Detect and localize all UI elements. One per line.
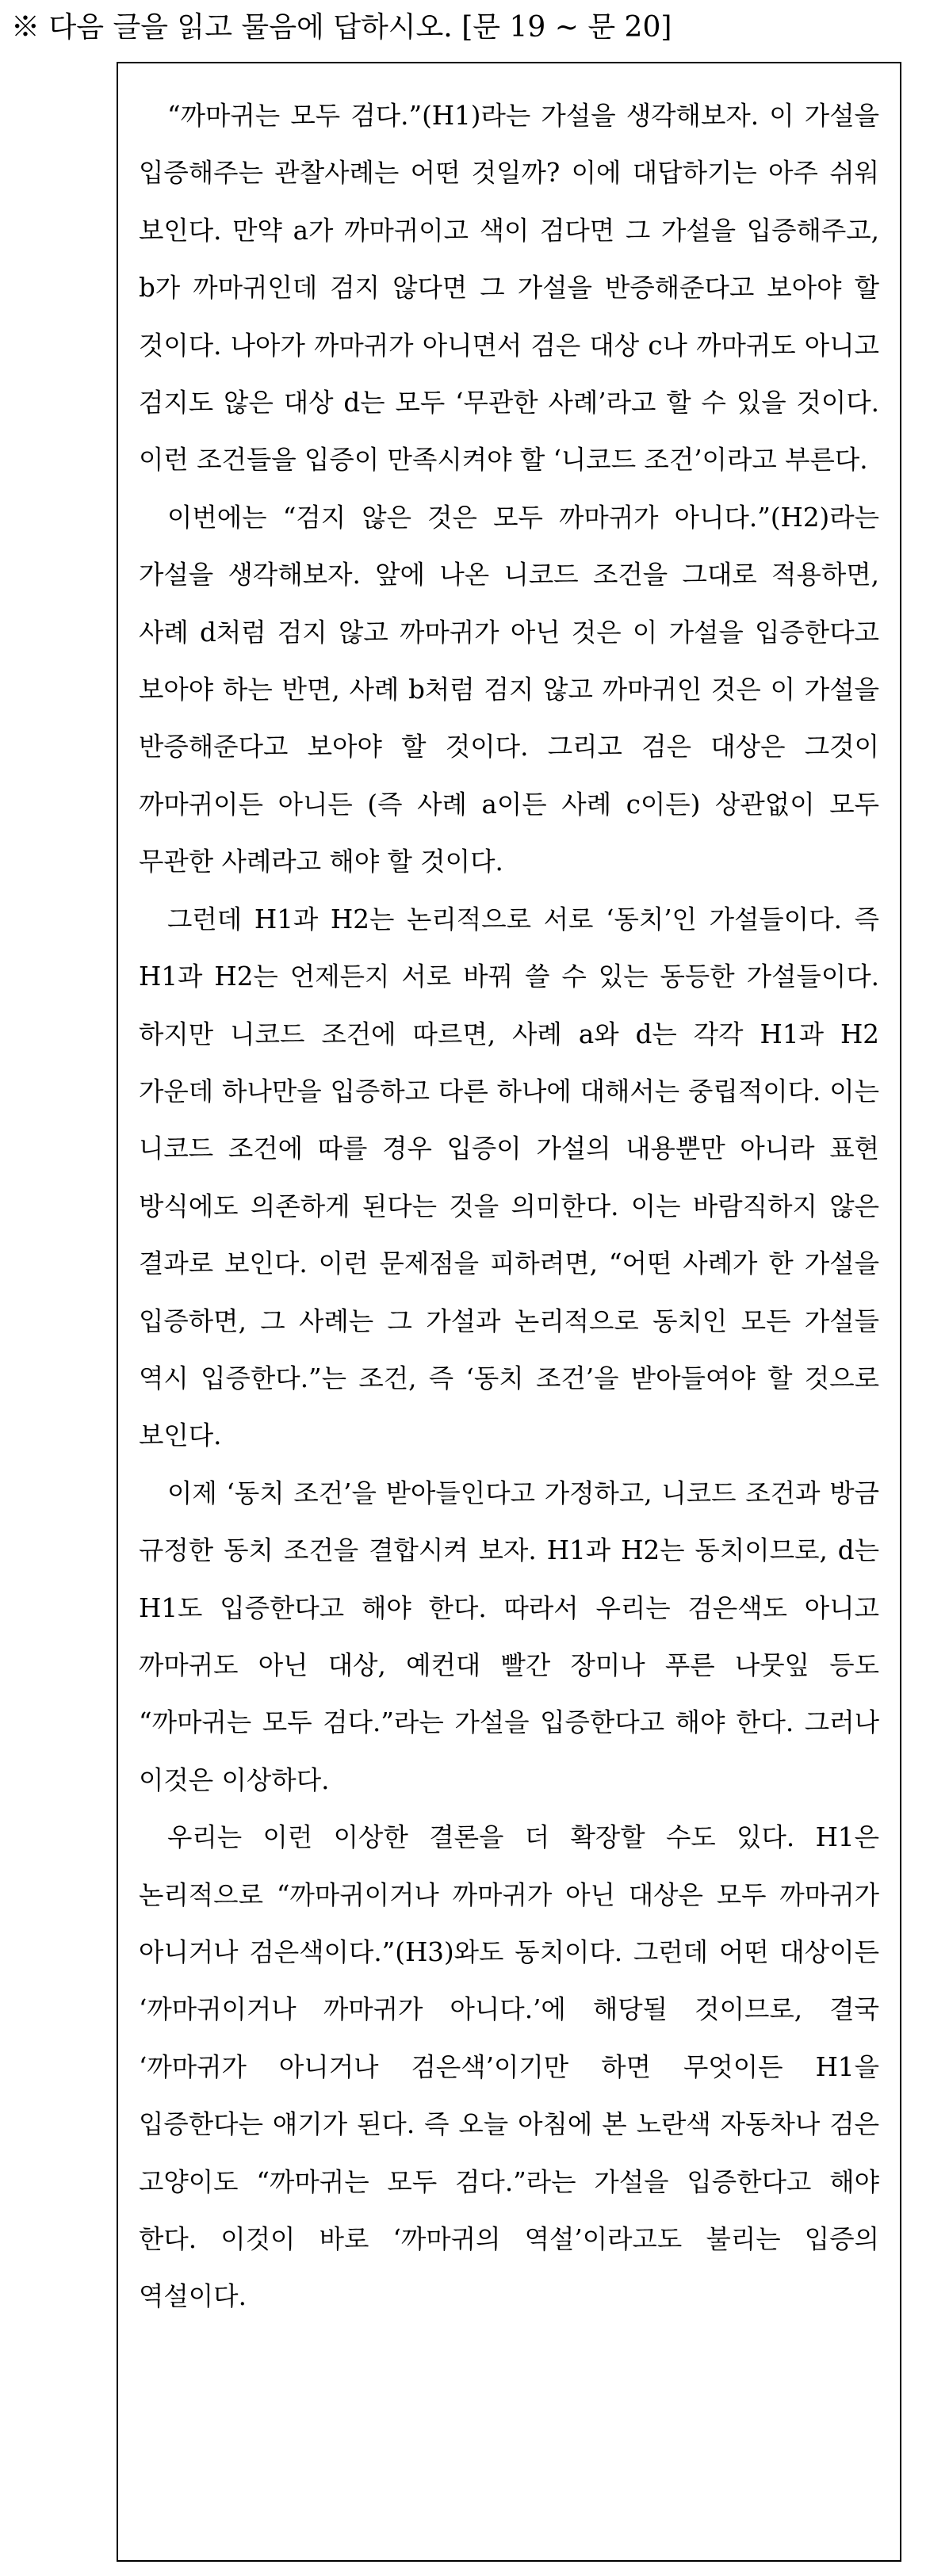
passage-paragraph-2: 이번에는 “검지 않은 것은 모두 까마귀가 아니다.”(H2)라는 가설을 생각해보자. 앞에 나온 니코드 조건을 그대로 적용하면, 사례 d처럼 검지 않고 까마귀가 아닌 것은 이 가설을 입증한다고 보아야 하는 반면, 사례 b처럼 검지 않고 까마귀인 것은 이 가설을 반증해준다고 보아야 할 것이다. 그리고 검은 대상은 그것이 까마귀이든 아니든 (즉 사례 a이든 사례 c이든) 상관없이 모두 무관한 사례라고 해야 할 것이다.: [139, 502, 879, 877]
passage-box: [117, 62, 901, 2562]
passage-paragraph-1: “까마귀는 모두 검다.”(H1)라는 가설을 생각해보자. 이 가설을 입증해주는 관찰사례는 어떤 것일까? 이에 대답하기는 아주 쉬워 보인다. 만약 a가 까마귀이고 색이 검다면 그 가설을 입증해주고, b가 까마귀인데 검지 않다면 그 가설을 반증해준다고 보아야 할 것이다. 나아가 까마귀가 아니면서 검은 대상 c나 까마귀도 아니고 검지도 않은 대상 d는 모두 ‘무관한 사례’라고 할 수 있을 것이다. 이런 조건들을 입증이 만족시켜야 할 ‘니코드 조건’이라고 부른다.: [139, 101, 879, 476]
passage-paragraph-4: 이제 ‘동치 조건’을 받아들인다고 가정하고, 니코드 조건과 방금 규정한 동치 조건을 결합시켜 보자. H1과 H2는 동치이므로, d는 H1도 입증한다고 해야 한다. 따라서 우리는 검은색도 아니고 까마귀도 아닌 대상, 예컨대 빨간 장미나 푸른 나뭇잎 등도 “까마귀는 모두 검다.”라는 가설을 입증한다고 해야 한다. 그러나 이것은 이상하다.: [139, 1477, 879, 1795]
passage-paragraph-5: 우리는 이런 이상한 결론을 더 확장할 수도 있다. H1은 논리적으로 “까마귀이거나 까마귀가 아닌 대상은 모두 까마귀가 아니거나 검은색이다.”(H3)와도 동치이다. 그런데 어떤 대상이든 ‘까마귀이거나 까마귀가 아니다.’에 해당될 것이므로, 결국 ‘까마귀가 아니거나 검은색’이기만 하면 무엇이든 H1을 입증한다는 얘기가 된다. 즉 오늘 아침에 본 노란색 자동차나 검은 고양이도 “까마귀는 모두 검다.”라는 가설을 입증한다고 해야 한다. 이것이 바로 ‘까마귀의 역설’이라고도 불리는 입증의 역설이다.: [139, 1822, 879, 2312]
question-instruction: ※ 다음 글을 읽고 물음에 답하시오. [문 19 ~ 문 20]: [11, 11, 672, 44]
passage-paragraph-3: 그런데 H1과 H2는 논리적으로 서로 ‘동치’인 가설들이다. 즉 H1과 H2는 언제든지 서로 바꿔 쓸 수 있는 동등한 가설들이다. 하지만 니코드 조건에 따르면, 사례 a와 d는 각각 H1과 H2 가운데 하나만을 입증하고 다른 하나에 대해서는 중립적이다. 이는 니코드 조건에 따를 경우 입증이 가설의 내용뿐만 아니라 표현 방식에도 의존하게 된다는 것을 의미한다. 이는 바람직하지 않은 결과로 보인다. 이런 문제점을 피하려면, “어떤 사례가 한 가설을 입증하면, 그 사례는 그 가설과 논리적으로 동치인 모든 가설들 역시 입증한다.”는 조건, 즉 ‘동치 조건’을 받아들여야 할 것으로 보인다.: [139, 904, 879, 1451]
